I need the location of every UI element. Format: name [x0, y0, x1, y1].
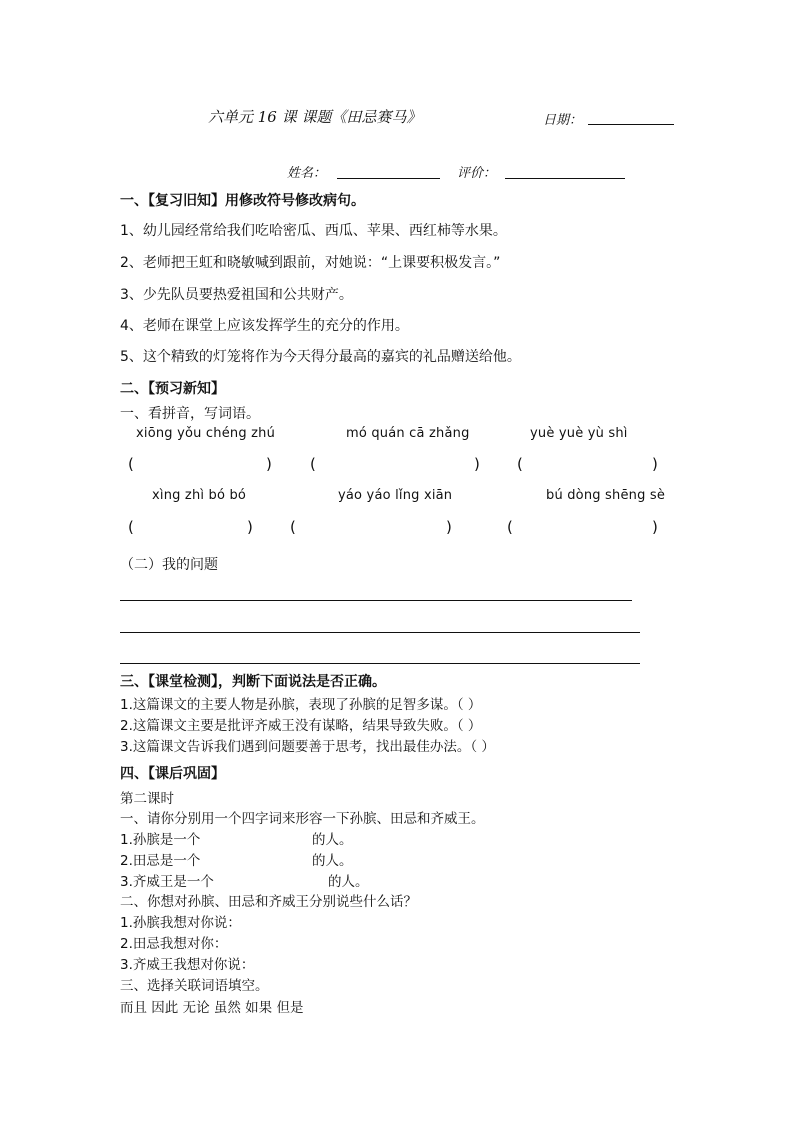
answer-paren-open: ( — [310, 455, 316, 473]
describe-prefix: 3.齐威王是一个 — [120, 874, 214, 890]
sentence-item: 4、老师在课堂上应该发挥学生的充分的作用。 — [120, 318, 409, 334]
date-label: 日期： — [543, 113, 583, 128]
pinyin-prompt: xìng zhì bó bó — [152, 488, 247, 503]
sentence-item: 5、这个精致的灯笼将作为今天得分最高的嘉宾的礼品赠送给他。 — [120, 349, 521, 365]
message-item: 3.齐威王我想对你说： — [120, 957, 255, 973]
describe-suffix: 的人。 — [328, 874, 369, 890]
section4-heading: 四、【课后巩固】 — [120, 766, 225, 782]
message-item: 2.田忌我想对你： — [120, 936, 228, 952]
question-1: 一、请你分别用一个四字词来形容一下孙膑、田忌和齐威王。 — [120, 811, 485, 827]
my-questions-label: （二）我的问题 — [120, 557, 218, 573]
evaluation-label: 评价： — [457, 166, 497, 181]
describe-prefix: 2.田忌是一个 — [120, 853, 201, 869]
describe-prefix: 1.孙膑是一个 — [120, 832, 201, 848]
answer-line[interactable] — [120, 600, 632, 601]
sentence-item: 2、老师把王虹和晓敏喊到跟前，对她说：“上课要积极发言。” — [120, 255, 501, 271]
section1-heading: 一、【复习旧知】用修改符号修改病句。 — [120, 193, 365, 209]
describe-suffix: 的人。 — [312, 832, 353, 848]
question-2: 二、你想对孙膑、田忌和齐威王分别说些什么话？ — [120, 894, 417, 910]
pinyin-prompt: yáo yáo lǐng xiān — [338, 488, 453, 503]
pinyin-prompt: mó quán cā zhǎng — [346, 426, 470, 441]
answer-paren-close: ) — [652, 455, 658, 473]
pinyin-prompt: xiōng yǒu chéng zhú — [136, 426, 276, 441]
question-3: 三、选择关联词语填空。 — [120, 978, 269, 994]
lesson-label: 第二课时 — [120, 791, 174, 807]
sentence-item: 1、幼儿园经常给我们吃哈密瓜、西瓜、苹果、西红柿等水果。 — [120, 223, 507, 239]
answer-paren-open: ( — [128, 518, 134, 536]
pinyin-prompt: yuè yuè yù shì — [530, 426, 628, 441]
describe-suffix: 的人。 — [312, 853, 353, 869]
answer-paren-close: ) — [446, 518, 452, 536]
date-blank[interactable] — [588, 124, 674, 125]
pinyin-prompt: bú dòng shēng sè — [546, 488, 666, 503]
evaluation-blank[interactable] — [505, 178, 625, 179]
sentence-item: 3、少先队员要热爱祖国和公共财产。 — [120, 287, 353, 303]
section2-heading: 二、【预习新知】 — [120, 381, 225, 397]
judgment-item: 3.这篇课文告诉我们遇到问题要善于思考，找出最佳办法。（ ） — [120, 739, 495, 755]
pinyin-instruction: 一、看拼音，写词语。 — [120, 406, 260, 422]
answer-paren-open: ( — [128, 455, 134, 473]
section3-heading: 三、【课堂检测】，判断下面说法是否正确。 — [120, 674, 386, 690]
answer-line[interactable] — [120, 663, 640, 664]
name-blank[interactable] — [337, 178, 440, 179]
page-title: 六单元 16 课 课题《田忌赛马》 — [208, 108, 422, 126]
answer-line[interactable] — [120, 632, 640, 633]
answer-paren-close: ) — [247, 518, 253, 536]
answer-paren-open: ( — [290, 518, 296, 536]
conjunction-word-bank: 而且 因此 无论 虽然 如果 但是 — [120, 1000, 304, 1016]
answer-paren-open: ( — [507, 518, 513, 536]
judgment-item: 1.这篇课文的主要人物是孙膑，表现了孙膑的足智多谋。（ ） — [120, 697, 482, 713]
answer-paren-close: ) — [474, 455, 480, 473]
judgment-item: 2.这篇课文主要是批评齐威王没有谋略，结果导致失败。（ ） — [120, 718, 482, 734]
message-item: 1.孙膑我想对你说： — [120, 915, 241, 931]
answer-paren-open: ( — [517, 455, 523, 473]
answer-paren-close: ) — [266, 455, 272, 473]
answer-paren-close: ) — [652, 518, 658, 536]
name-label: 姓名： — [287, 166, 327, 181]
